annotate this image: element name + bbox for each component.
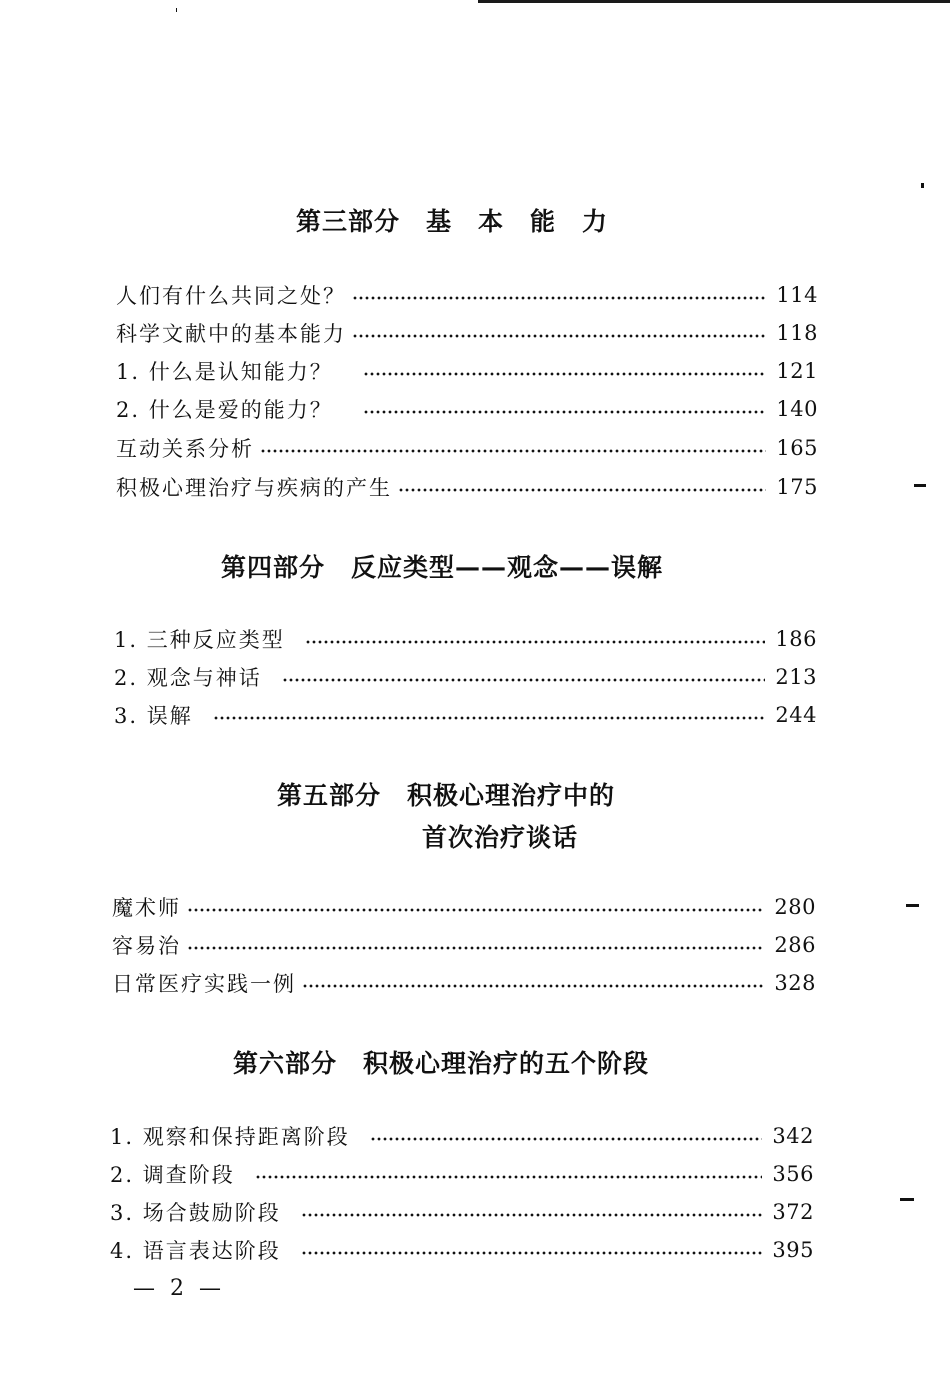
toc-entry-label: 1. 三种反应类型 (114, 628, 285, 652)
dot-leader (305, 640, 766, 644)
toc-entry-label: 2. 什么是爱的能力？ (116, 398, 333, 422)
toc-entry (112, 968, 816, 998)
dot-leader (352, 334, 766, 338)
toc-entry-label: 3. 场合鼓励阶段 (110, 1201, 281, 1225)
toc-entry-label: 积极心理治疗与疾病的产生 (116, 476, 392, 500)
toc-entry-page: 286 (774, 933, 816, 957)
dot-leader (363, 410, 767, 414)
toc-entry-label: 2. 调查阶段 (110, 1163, 235, 1187)
toc-entry-page: 140 (776, 397, 818, 421)
toc-entry (114, 662, 817, 692)
dot-leader (282, 678, 766, 682)
toc-entry (114, 700, 817, 730)
toc-entry-page: 118 (776, 321, 818, 345)
toc-entry-label: 2. 观念与神话 (114, 666, 262, 690)
dot-leader (187, 946, 764, 950)
toc-entry-page: 244 (775, 703, 817, 727)
toc-entry-label: 4. 语言表达阶段 (110, 1239, 281, 1263)
dot-leader (352, 296, 766, 300)
scan-mark (921, 183, 924, 188)
toc-entry-page: 213 (775, 665, 817, 689)
toc-entry (116, 356, 818, 386)
toc-entry-page: 114 (776, 283, 818, 307)
toc-entry-label: 魔术师 (112, 896, 181, 920)
dot-leader (260, 449, 766, 453)
scan-mark (906, 904, 919, 907)
section-heading-part-3: 第三部分 基 本 能 力 (296, 207, 609, 236)
toc-entry (112, 930, 816, 960)
page-number: — 2 — (133, 1276, 225, 1301)
toc-entry (116, 318, 818, 348)
toc-entry-label: 日常医疗实践一例 (112, 972, 296, 996)
dot-leader (187, 908, 764, 912)
scan-mark (176, 8, 177, 12)
toc-entry-label: 3. 误解 (114, 704, 193, 728)
toc-entry-page: 175 (776, 475, 818, 499)
scan-mark (914, 484, 926, 487)
toc-entry (110, 1235, 814, 1265)
toc-entry-page: 121 (776, 359, 818, 383)
section-heading-part-5-line-2: 首次治疗谈话 (422, 823, 579, 852)
toc-entry-label: 科学文献中的基本能力 (116, 322, 346, 346)
section-heading-part-5: 第五部分 积极心理治疗中的 (277, 781, 616, 810)
toc-entry-page: 186 (775, 627, 817, 651)
scan-mark (900, 1198, 914, 1201)
section-heading-part-4: 第四部分 反应类型——观念——误解 (221, 553, 664, 582)
toc-entry-label: 1. 什么是认知能力？ (116, 360, 333, 384)
toc-entry (110, 1159, 814, 1189)
toc-entry-label: 人们有什么共同之处？ (116, 284, 346, 308)
top-edge-rule (478, 0, 950, 3)
toc-entry (110, 1197, 814, 1227)
toc-entry (116, 394, 818, 424)
toc-entry-label: 容易治 (112, 934, 181, 958)
toc-entry-page: 395 (772, 1238, 814, 1262)
toc-entry-label: 互动关系分析 (116, 437, 254, 461)
dot-leader (302, 984, 764, 988)
dot-leader (398, 488, 766, 492)
toc-entry-label: 1. 观察和保持距离阶段 (110, 1125, 350, 1149)
toc-entry-page: 356 (772, 1162, 814, 1186)
toc-entry-page: 328 (774, 971, 816, 995)
toc-entry-page: 165 (776, 436, 818, 460)
toc-entry (112, 892, 816, 922)
toc-entry (116, 472, 818, 502)
toc-entry (116, 280, 818, 310)
toc-entry-page: 372 (772, 1200, 814, 1224)
dot-leader (301, 1213, 763, 1217)
toc-entry-page: 280 (774, 895, 816, 919)
section-heading-part-6: 第六部分 积极心理治疗的五个阶段 (233, 1049, 650, 1078)
dot-leader (213, 716, 766, 720)
toc-entry-page: 342 (772, 1124, 814, 1148)
toc-entry (114, 624, 817, 654)
dot-leader (301, 1251, 763, 1255)
toc-entry (110, 1121, 814, 1151)
dot-leader (363, 372, 767, 376)
toc-entry (116, 433, 818, 463)
dot-leader (370, 1137, 763, 1141)
dot-leader (255, 1175, 763, 1179)
